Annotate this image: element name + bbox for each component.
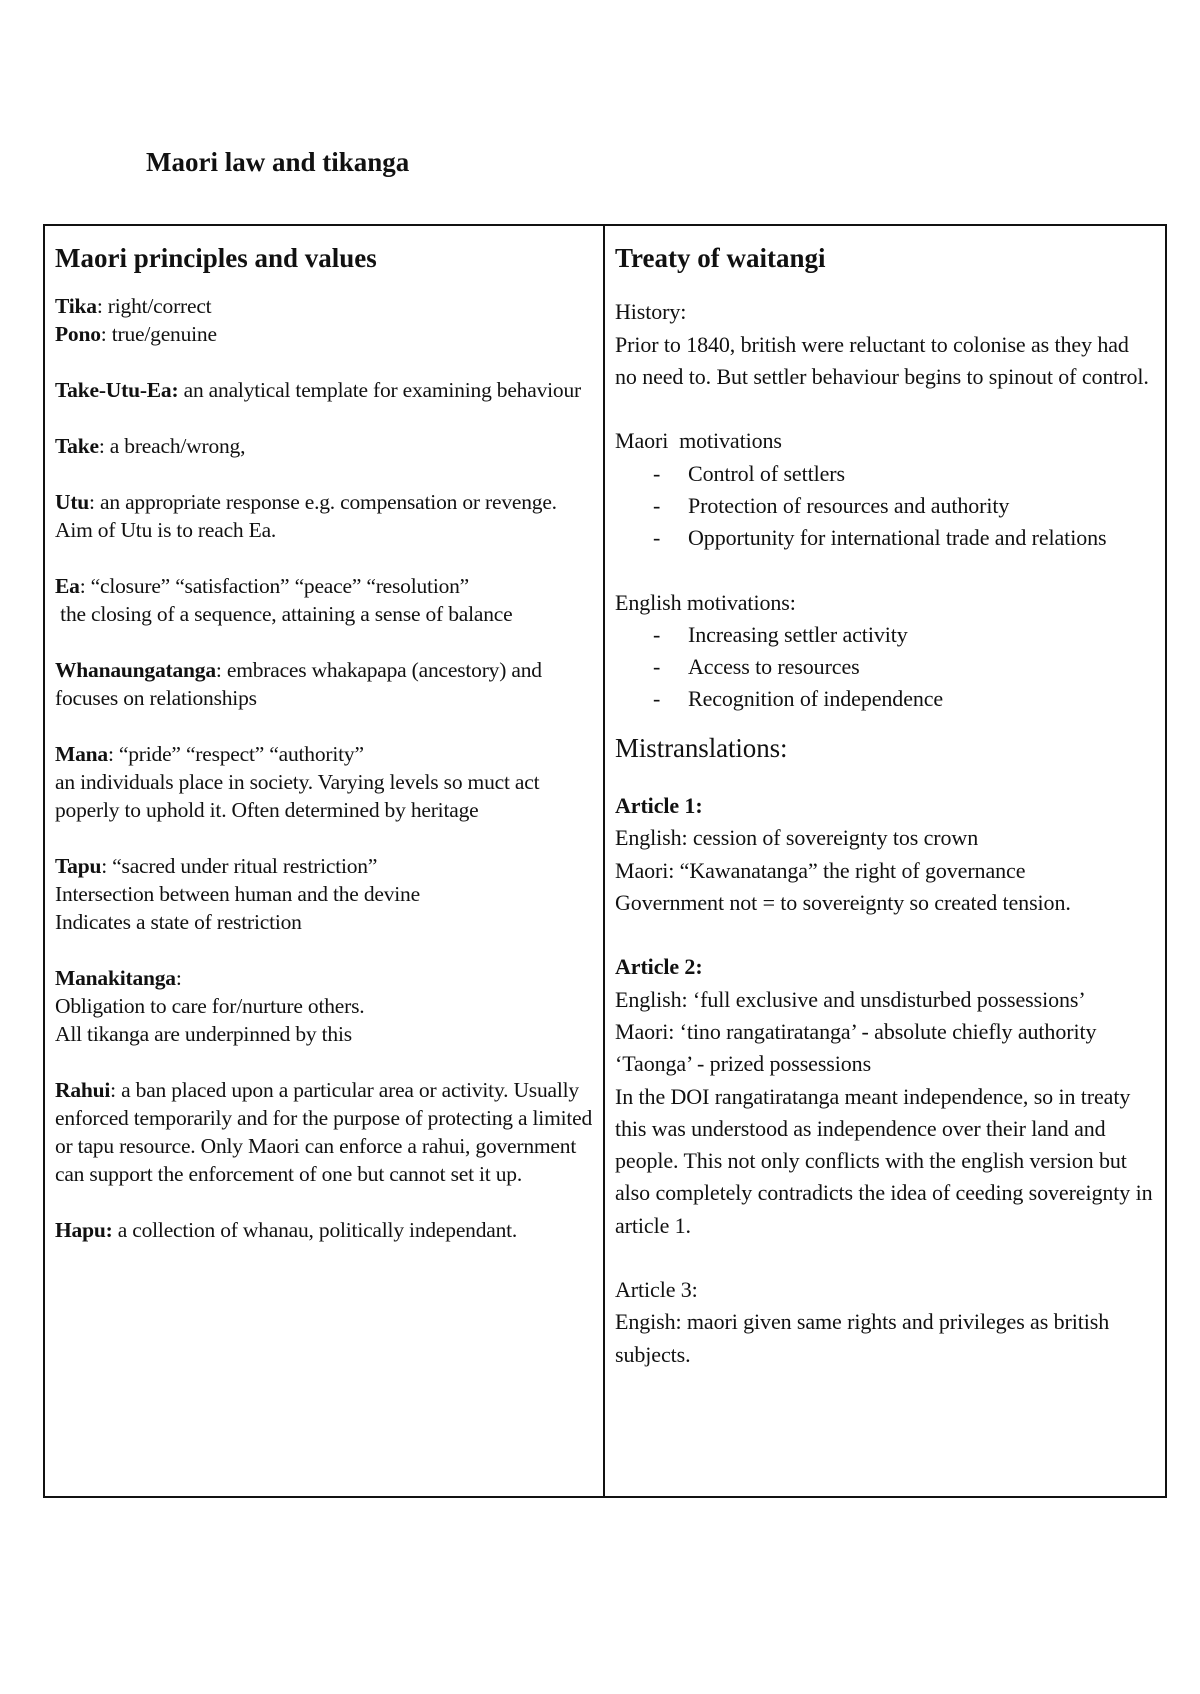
term-label: Take-Utu-Ea: — [55, 378, 179, 403]
treaty-column — [605, 226, 1165, 1496]
english-motivations-label: English motivations: — [615, 589, 796, 615]
term-definition: : a breach/wrong, — [98, 434, 246, 459]
entry-whanaungatanga — [55, 656, 593, 712]
maori-motivations-label: Maori motivations — [615, 428, 782, 454]
list-item — [615, 522, 1155, 554]
principles-column — [45, 226, 605, 1496]
list-item — [615, 490, 1155, 522]
article-1-line: Government not = to sovereignty so created tension. — [615, 890, 1071, 916]
history-text: Prior to 1840, british were reluctant to colonise as they had no need to. But settler behaviour begins to spinout of control. — [615, 331, 1149, 390]
list-item — [615, 651, 1155, 683]
term-label: Manakitanga — [55, 966, 176, 991]
term-description: All tikanga are underpinned by this — [55, 1022, 352, 1047]
entry-hapu — [55, 1216, 593, 1244]
list-item — [615, 619, 1155, 651]
entry-take — [55, 432, 593, 460]
term-definition: : “pride” “respect” “authority” — [107, 742, 364, 767]
english-motivations-list — [615, 619, 1155, 716]
notes-table — [43, 224, 1167, 1498]
list-item-text: Increasing settler activity — [688, 621, 908, 647]
term-label: Tika — [55, 294, 97, 319]
list-item — [615, 683, 1155, 715]
article-1-label: Article 1: — [615, 793, 703, 819]
maori-motivations-list — [615, 458, 1155, 555]
bullet-dash: - — [653, 525, 661, 551]
article-2-paragraph: In the DOI rangatiratanga meant independence, so in treaty this was understood as independence over their land and people. This not only conflicts with the english version but also completely contradicts the idea of ceeding sovereignty in article 1. — [615, 1083, 1153, 1238]
term-label: Tapu — [55, 854, 102, 879]
term-definition: an analytical template for examining behaviour — [178, 378, 581, 403]
term-definition: : a ban placed upon a particular area or activity. Usually enforced temporarily and for the purpose of protecting a limited or tapu resource. Only Maori can enforce a rahui, government can support the enforcement of one but cannot set it up. — [55, 1078, 593, 1187]
term-description: Intersection between human and the devine — [55, 882, 420, 907]
list-item-text: Control of settlers — [688, 460, 845, 486]
term-label: Mana — [55, 742, 108, 767]
article-2-line: ‘Taonga’ - prized possessions — [615, 1051, 872, 1077]
article-2-line: English: ‘full exclusive and unsdisturbed possessions’ — [615, 986, 1086, 1012]
entry-manakitanga — [55, 964, 593, 1048]
history-label: History: — [615, 299, 687, 325]
list-item-text: Protection of resources and authority — [688, 492, 1010, 518]
term-definition: : “sacred under ritual restriction” — [101, 854, 378, 879]
article-1-line: English: cession of sovereignty tos crown — [615, 825, 979, 851]
entry-tika — [55, 292, 593, 320]
entry-utu — [55, 488, 593, 544]
entry-tapu — [55, 852, 593, 936]
term-definition: : true/genuine — [100, 322, 217, 347]
term-description: the closing of a sequence, attaining a sense of balance — [55, 602, 513, 627]
article-2-label: Article 2: — [615, 954, 703, 980]
bullet-dash: - — [653, 621, 661, 647]
term-label: Pono — [55, 322, 101, 347]
term-label: Hapu: — [55, 1218, 113, 1243]
term-definition: : — [175, 966, 182, 991]
article-1-line: Maori: “Kawanatanga” the right of governance — [615, 857, 1026, 883]
term-description: Indicates a state of restriction — [55, 910, 302, 935]
principles-heading: Maori principles and values — [55, 243, 377, 273]
treaty-heading: Treaty of waitangi — [615, 243, 826, 273]
entry-ea — [55, 572, 593, 628]
entry-mana — [55, 740, 593, 824]
list-item-text: Recognition of independence — [688, 686, 944, 712]
treaty-content — [615, 296, 1155, 1370]
page-title: Maori law and tikanga — [146, 147, 410, 177]
term-label: Rahui — [55, 1078, 111, 1103]
term-label: Ea — [55, 574, 80, 599]
bullet-dash: - — [653, 460, 661, 486]
bullet-dash: - — [653, 654, 661, 680]
term-label: Utu — [55, 490, 90, 515]
term-definition: : right/correct — [96, 294, 212, 319]
article-3-text: Engish: maori given same rights and privileges as british subjects. — [615, 1309, 1110, 1367]
article-2-line: Maori: ‘tino rangatiratanga’ - absolute chiefly authority — [615, 1018, 1097, 1044]
entry-take-utu-ea — [55, 376, 593, 404]
principles-list — [55, 292, 593, 1244]
entry-pono — [55, 320, 593, 348]
list-item-text: Access to resources — [688, 654, 860, 680]
term-definition: : “closure” “satisfaction” “peace” “resolution” — [79, 574, 470, 599]
term-definition: : embraces whakapapa (ancestory) and focuses on relationships — [55, 658, 542, 711]
term-label: Whanaungatanga — [55, 658, 216, 683]
article-3-label: Article 3: — [615, 1277, 698, 1302]
bullet-dash: - — [653, 686, 661, 712]
term-description: Obligation to care for/nurture others. — [55, 994, 365, 1019]
term-definition: : an appropriate response e.g. compensation or revenge. Aim of Utu is to reach Ea. — [55, 490, 557, 543]
list-item — [615, 458, 1155, 490]
mistranslations-heading: Mistranslations: — [615, 732, 788, 763]
list-item-text: Opportunity for international trade and relations — [688, 525, 1107, 551]
term-label: Take — [55, 434, 99, 459]
bullet-dash: - — [653, 492, 661, 518]
entry-rahui — [55, 1076, 593, 1188]
term-definition: a collection of whanau, politically independant. — [112, 1218, 518, 1243]
term-description: an individuals place in society. Varying levels so muct act poperly to uphold it. Often determined by heritage — [55, 770, 540, 823]
